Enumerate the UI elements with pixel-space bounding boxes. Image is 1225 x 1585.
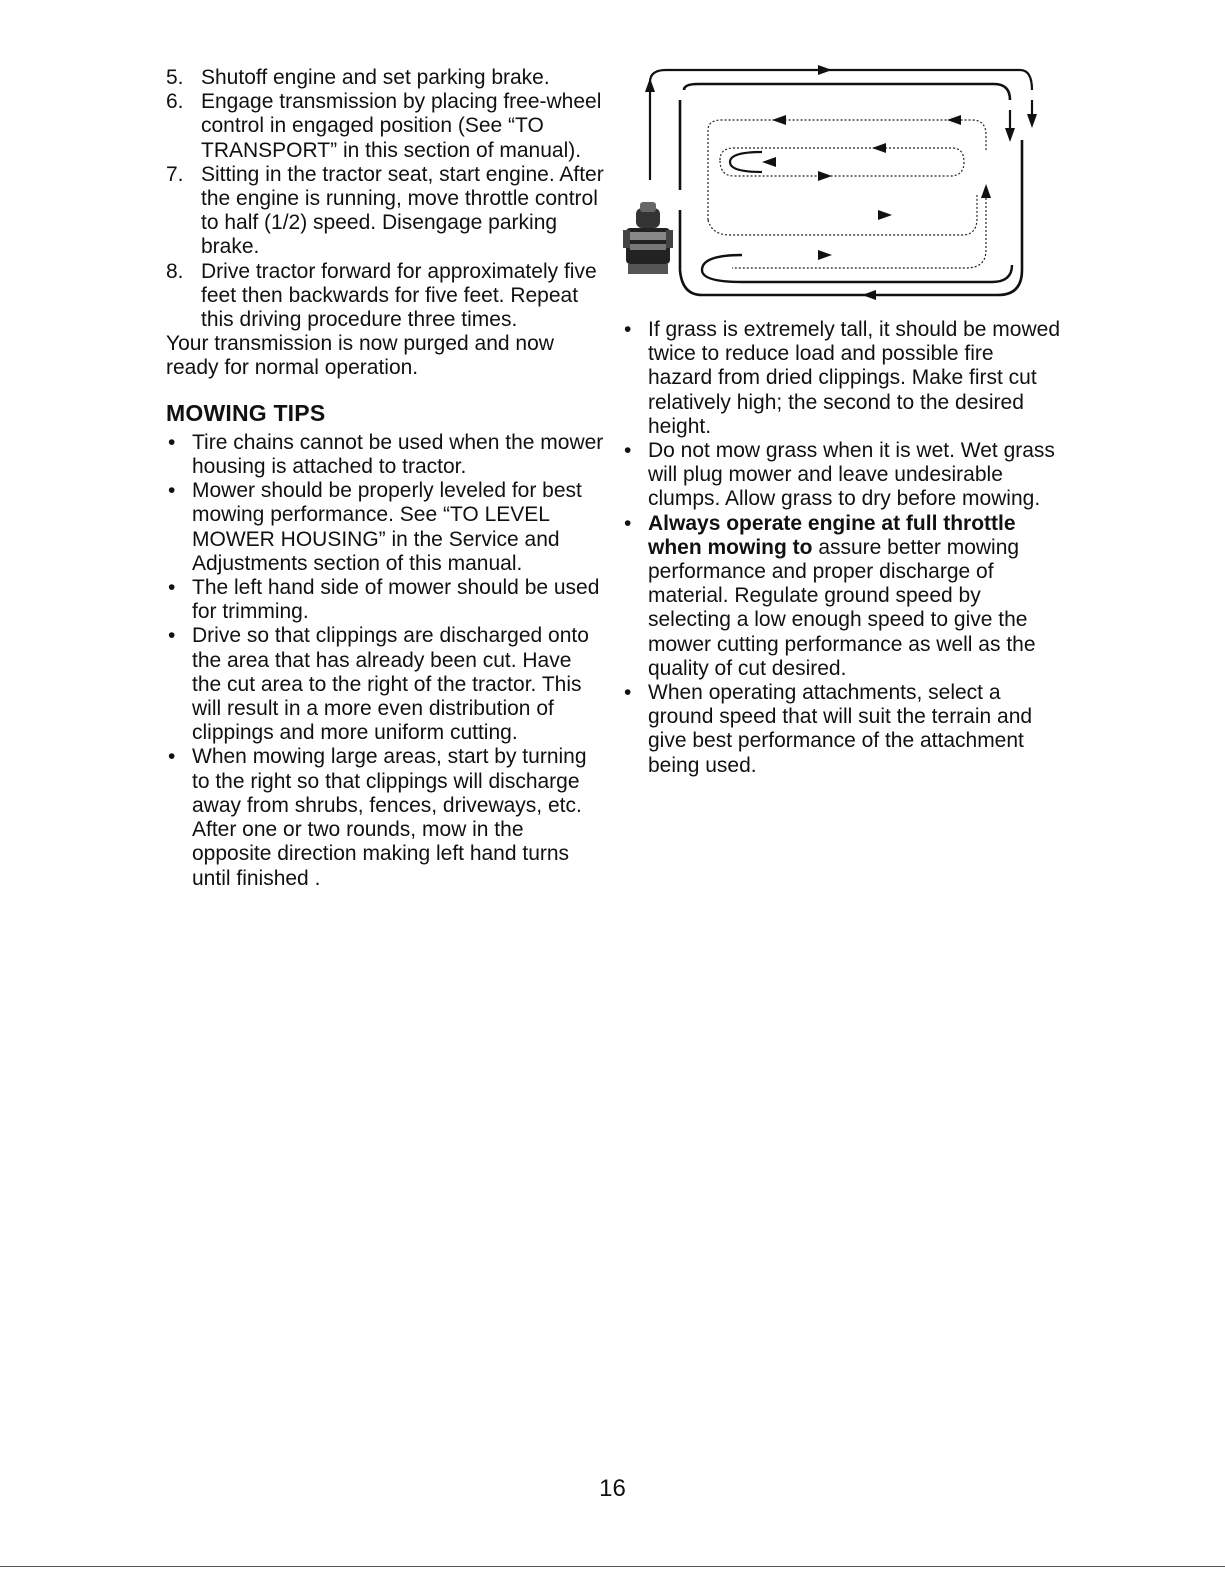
bullet-dot: •: [624, 439, 632, 463]
step-text: Drive tractor forward for approximately five feet then backwards for five feet. Repeat this driving procedure three times.: [201, 259, 597, 332]
tip-text: Drive so that clippings are discharged onto the area that has already been cut. Have the cut area to the right of the tractor. This will result in a more even distribution of clippings and more uniform cutting.: [192, 624, 589, 745]
step-8: [166, 260, 606, 333]
left-column: [166, 66, 606, 891]
step-number: 5.: [166, 66, 184, 89]
bullet-dot: •: [168, 576, 176, 600]
tip-text: The left hand side of mower should be used for trimming.: [192, 576, 600, 624]
bullet-dot: •: [168, 479, 176, 503]
step-text: Sitting in the tractor seat, start engine. After the engine is running, move throttle control to half (1/2) speed. Disengage parking brake.: [201, 162, 604, 259]
tip-large-areas: [166, 745, 606, 890]
tip-level-mower: [166, 479, 606, 576]
tip-text: If grass is extremely tall, it should be mowed twice to reduce load and possible fire hazard from dried clippings. Make first cut relatively high; the second to the desired height.: [648, 318, 1061, 438]
step-text: Shutoff engine and set parking brake.: [201, 66, 550, 89]
step-number: 6.: [166, 90, 184, 114]
mowing-tips-heading: MOWING TIPS: [166, 399, 326, 426]
tip-tire-chains: [166, 431, 606, 479]
step-6: [166, 90, 606, 163]
page-number: 16: [599, 1475, 626, 1502]
tip-text: [648, 512, 1062, 681]
bullet-dot: •: [624, 511, 632, 535]
bullet-dot: •: [168, 430, 176, 454]
bottom-rule: [0, 1566, 1225, 1567]
right-column: [622, 318, 1062, 778]
lawn-tractor-icon: [623, 202, 673, 274]
tip-bold-text: Always operate engine at full throttle when mowing to: [648, 511, 1016, 559]
bullet-dot: •: [168, 745, 176, 769]
tip-attachments: [622, 681, 1062, 778]
purged-paragraph: Your transmission is now purged and now ready for normal operation.: [166, 332, 554, 380]
tip-wet-grass: [622, 439, 1062, 512]
step-text: Engage transmission by placing free-wheel control in engaged position (See “TO TRANSPORT” in this section of manual).: [201, 90, 602, 162]
bullet-dot: •: [168, 624, 176, 648]
step-number: 7.: [166, 162, 184, 186]
tip-rest-text: assure better mowing performance and proper discharge of material. Regulate ground speed by selecting a low enough speed to give the mower cutting performance as well as the quality of cut desired.: [648, 535, 1036, 680]
bullet-dot: •: [624, 318, 632, 341]
step-7: [166, 163, 606, 260]
tip-text: Do not mow grass when it is wet. Wet grass will plug mower and leave undesirable clumps. Allow grass to dry before mowing.: [648, 439, 1055, 511]
tip-left-hand-side: [166, 576, 606, 624]
tip-text: When mowing large areas, start by turning to the right so that clippings will discharge away from shrubs, fences, driveways, etc. After one or two rounds, mow in the opposite direction making left hand turns until finished .: [192, 745, 587, 890]
outer-path: [650, 70, 1032, 90]
tip-text: Tire chains cannot be used when the mower housing is attached to tractor.: [192, 430, 604, 479]
tip-tall-grass: [622, 318, 1062, 439]
bullet-dot: •: [624, 681, 632, 705]
mowing-pattern-diagram: [622, 60, 1042, 305]
tip-full-throttle: [622, 512, 1062, 681]
tip-text: Mower should be properly leveled for best mowing performance. See “TO LEVEL MOWER HOUSING” in the Service and Adjustments section of this manual.: [192, 479, 582, 575]
tip-discharge: [166, 624, 606, 745]
step-number: 8.: [166, 259, 184, 283]
tip-text: When operating attachments, select a ground speed that will suit the terrain and give best performance of the attachment being used.: [648, 681, 1033, 777]
step-5: [166, 66, 606, 90]
